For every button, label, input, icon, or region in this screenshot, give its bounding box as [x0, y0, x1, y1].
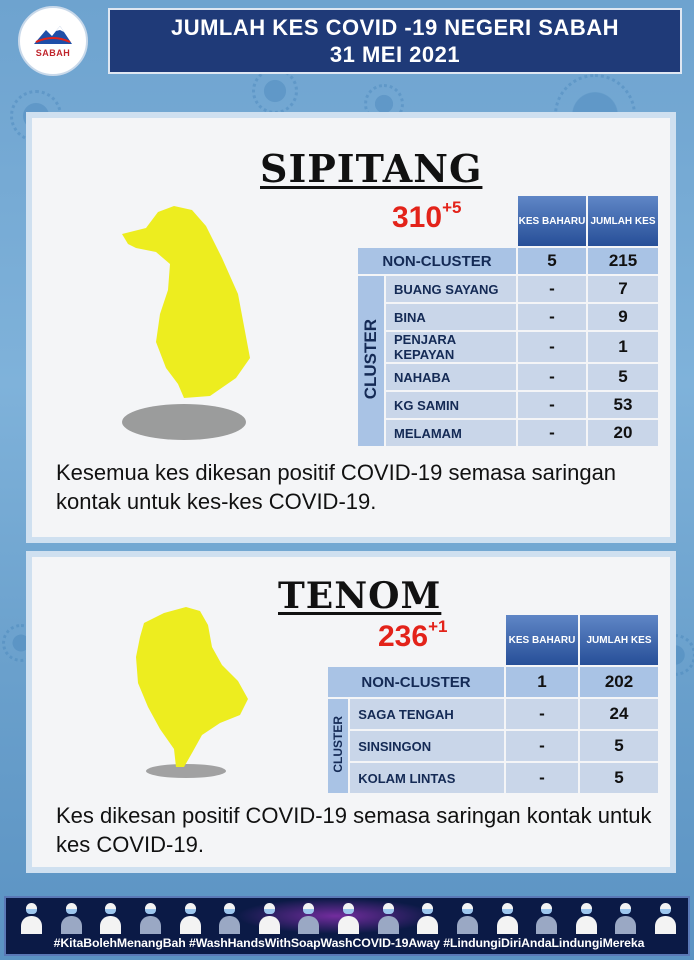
non-cluster-new: 1: [506, 667, 578, 697]
person-icon: [58, 900, 84, 934]
person-icon: [97, 900, 123, 934]
cluster-name: BUANG SAYANG: [386, 276, 516, 302]
logo-text: SABAH: [35, 48, 71, 58]
cluster-side-label: CLUSTER: [328, 699, 348, 793]
cluster-total: 9: [588, 304, 658, 330]
new-count: +5: [442, 198, 462, 217]
person-icon: [414, 900, 440, 934]
person-icon: [375, 900, 401, 934]
cluster-total: 7: [588, 276, 658, 302]
cluster-new: -: [506, 699, 578, 729]
cluster-name: SINSINGON: [350, 731, 504, 761]
person-icon: [652, 900, 678, 934]
footer-banner: [4, 896, 690, 956]
title-banner: [108, 8, 682, 74]
district-name: TENOM: [278, 575, 442, 617]
column-header-new: KES BAHARU: [506, 615, 578, 665]
tenom-case-table: [326, 613, 660, 795]
cluster-total: 5: [580, 763, 658, 793]
cluster-new: -: [506, 763, 578, 793]
cluster-total: 5: [588, 364, 658, 390]
person-icon: [295, 900, 321, 934]
sabah-logo: [18, 6, 88, 76]
person-icon: [612, 900, 638, 934]
table-row: [358, 392, 658, 418]
sipitang-case-table: [356, 194, 660, 448]
cluster-total: 24: [580, 699, 658, 729]
table-row: [358, 420, 658, 446]
person-icon: [137, 900, 163, 934]
total-count: 236: [378, 620, 429, 653]
sipitang-note: Kesemua kes dikesan positif COVID-19 semasa saringan kontak untuk kes-kes COVID-19.: [56, 460, 617, 514]
page-date: 31 MEI 2021: [329, 42, 461, 67]
table-row: [358, 276, 658, 302]
cluster-new: -: [518, 276, 586, 302]
person-icon: [335, 900, 361, 934]
non-cluster-total: 215: [588, 248, 658, 274]
hashtags: #KitaBolehMenangBah #WashHandsWithSoapWashCOVID-19Away #LindungiDiriAndaLindungiMereka: [53, 936, 645, 950]
cluster-name: BINA: [386, 304, 516, 330]
virus-decoration: [258, 74, 292, 108]
new-count: +1: [428, 617, 448, 636]
cluster-side-label: CLUSTER: [358, 276, 384, 446]
cluster-total: 20: [588, 420, 658, 446]
sipitang-panel: [26, 112, 676, 543]
column-header-new: KES BAHARU: [518, 196, 586, 246]
cluster-total: 1: [588, 332, 658, 362]
non-cluster-label: NON-CLUSTER: [328, 667, 504, 697]
non-cluster-total: 202: [580, 667, 658, 697]
person-icon: [18, 900, 44, 934]
tenom-map: [130, 603, 258, 779]
frontliner-icons: [18, 900, 678, 934]
cluster-name: KOLAM LINTAS: [350, 763, 504, 793]
table-row: [328, 731, 658, 761]
person-icon: [454, 900, 480, 934]
cluster-new: -: [518, 304, 586, 330]
total-count: 310: [392, 201, 443, 234]
table-row: [358, 304, 658, 330]
person-icon: [533, 900, 559, 934]
sipitang-map: [112, 198, 272, 446]
mountain-icon: [32, 24, 74, 46]
table-row: [328, 699, 658, 729]
person-icon: [216, 900, 242, 934]
cluster-total: 5: [580, 731, 658, 761]
page-title: JUMLAH KES COVID -19 NEGERI SABAH: [170, 15, 619, 40]
cluster-new: -: [518, 364, 586, 390]
person-icon: [177, 900, 203, 934]
cluster-name: KG SAMIN: [386, 392, 516, 418]
cluster-new: -: [518, 392, 586, 418]
non-cluster-label: NON-CLUSTER: [358, 248, 516, 274]
person-icon: [573, 900, 599, 934]
person-icon: [256, 900, 282, 934]
table-row: [328, 763, 658, 793]
non-cluster-new: 5: [518, 248, 586, 274]
cluster-new: -: [506, 731, 578, 761]
cluster-name: MELAMAM: [386, 420, 516, 446]
table-row: [358, 364, 658, 390]
table-row: [358, 332, 658, 362]
tenom-panel: [26, 551, 676, 873]
cluster-new: -: [518, 332, 586, 362]
district-name: SIPITANG: [260, 146, 483, 191]
cluster-new: -: [518, 420, 586, 446]
cluster-name: PENJARA KEPAYAN: [386, 332, 516, 362]
column-header-total: JUMLAH KES: [580, 615, 658, 665]
cluster-name: NAHABA: [386, 364, 516, 390]
person-icon: [494, 900, 520, 934]
cluster-name: SAGA TENGAH: [350, 699, 504, 729]
cluster-total: 53: [588, 392, 658, 418]
column-header-total: JUMLAH KES: [588, 196, 658, 246]
tenom-note: Kes dikesan positif COVID-19 semasa saringan kontak untuk kes COVID-19.: [56, 803, 652, 857]
